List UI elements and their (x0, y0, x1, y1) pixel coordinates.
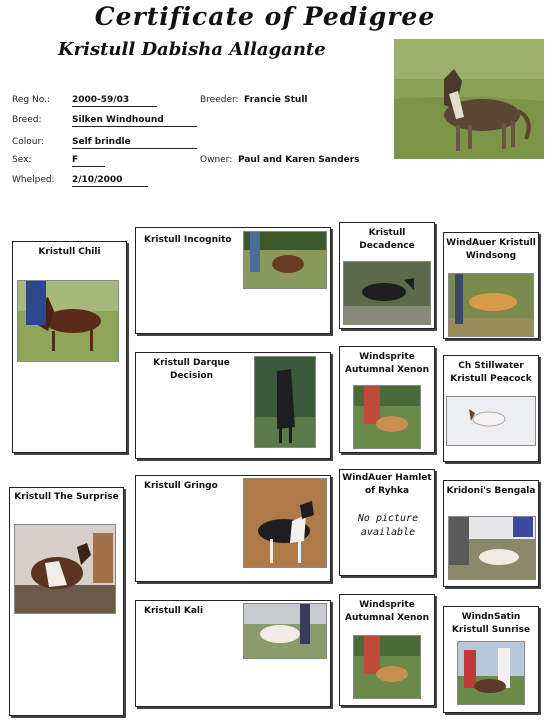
breed-value: Silken Windhound (72, 115, 197, 127)
breed-label: Breed: (12, 115, 42, 125)
colour-value: Self brindle (72, 137, 197, 149)
pedigree-box-gen4 (443, 606, 539, 713)
certificate-title: Certificate of Pedigree (94, 2, 436, 31)
pedigree-box-gen2 (135, 227, 331, 334)
ancestor-name: Kristull Incognito (144, 235, 232, 245)
sex-value: F (72, 155, 105, 167)
reg-label: Reg No.: (12, 95, 50, 105)
ancestor-name: WindAuer Kristull Windsong (446, 238, 536, 261)
dog-photo (243, 231, 327, 289)
breeder-value: Francie Stull (244, 95, 308, 105)
dam-name: Kristull The Surprise (14, 492, 119, 502)
ancestor-name: WindAuer Hamlet of Ryhka (342, 473, 432, 496)
ancestor-name: Kridoni's Bengala (446, 486, 536, 496)
pedigree-box-gen2 (135, 475, 331, 582)
dog-photo (448, 273, 534, 337)
ancestor-name: Kristull Darque Decision (153, 358, 230, 381)
colour-label: Colour: (12, 137, 45, 147)
whelped-label: Whelped: (12, 175, 55, 185)
ancestor-name: Kristull Decadence (359, 228, 415, 251)
pedigree-box-gen3 (339, 222, 435, 329)
dog-photo (353, 385, 421, 449)
dog-photo (343, 261, 431, 325)
pedigree-box-gen3 (339, 346, 435, 453)
owner-value: Paul and Karen Sanders (238, 155, 360, 165)
dog-photo (448, 516, 536, 580)
pedigree-box-gen2 (135, 352, 331, 459)
ancestor-name: Kristull Gringo (144, 481, 218, 491)
sex-label: Sex: (12, 155, 32, 165)
breeder-label: Breeder: (200, 95, 239, 105)
pedigree-box-sire (12, 241, 127, 453)
dog-photo (14, 524, 116, 614)
ancestor-name: Windsprite Autumnal Xenon (345, 600, 429, 623)
ancestor-name: Ch Stillwater Kristull Peacock (450, 361, 532, 384)
reg-value: 2000-59/03 (72, 95, 157, 107)
pedigree-box-gen4 (443, 355, 539, 462)
dog-photo (17, 280, 119, 362)
dog-photo (254, 356, 316, 448)
dog-name: Kristull Dabisha Allagante (58, 39, 326, 60)
ancestor-name: Windsprite Autumnal Xenon (345, 352, 429, 375)
ancestor-name: Kristull Kali (144, 606, 204, 616)
dog-photo (243, 603, 327, 659)
no-picture-text: No picture available (357, 513, 419, 538)
dog-photo (243, 478, 327, 568)
pedigree-box-gen2 (135, 600, 331, 707)
whelped-value: 2/10/2000 (72, 175, 148, 187)
main-dog-photo (394, 39, 544, 159)
pedigree-box-gen3 (339, 469, 435, 576)
dog-photo (446, 396, 536, 446)
pedigree-box-gen3 (339, 594, 435, 706)
dog-photo (353, 635, 421, 699)
pedigree-box-dam (9, 487, 124, 716)
owner-label: Owner: (200, 155, 233, 165)
dog-photo (457, 641, 525, 705)
pedigree-box-gen4 (443, 480, 539, 587)
pedigree-box-gen4 (443, 232, 539, 339)
sire-name: Kristull Chili (38, 247, 101, 257)
ancestor-name: WindnSatin Kristull Sunrise (451, 612, 531, 635)
